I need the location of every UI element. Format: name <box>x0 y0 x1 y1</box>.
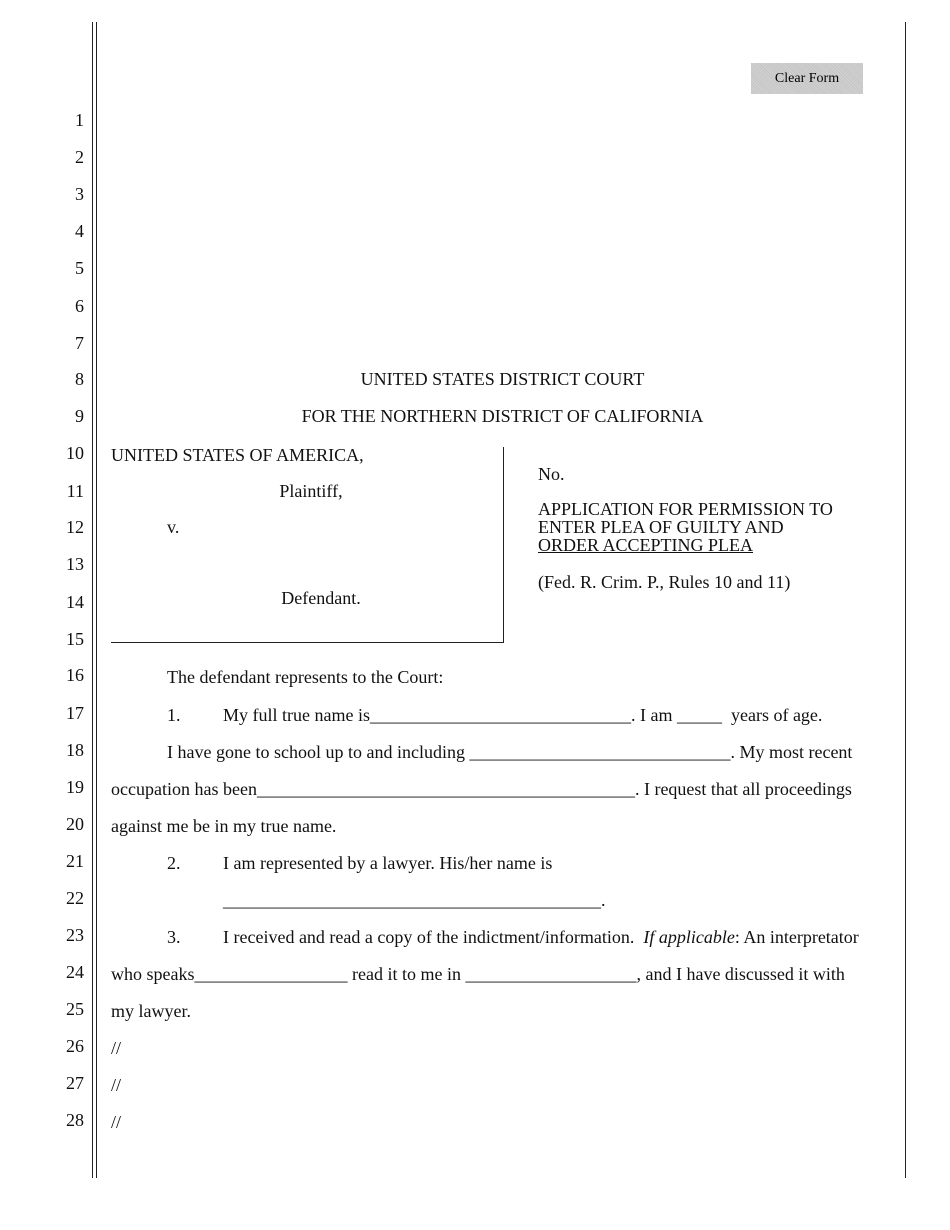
line-number: 10 <box>66 443 84 463</box>
paragraph-3-line-2 <box>111 963 845 985</box>
line-number: 18 <box>66 740 84 760</box>
left-margin-rule-inner <box>96 22 97 1178</box>
line-number: 22 <box>66 888 84 908</box>
line-number: 24 <box>66 962 84 982</box>
education-field[interactable]: _____________________________ <box>469 742 731 762</box>
left-margin-rule-outer <box>92 22 93 1178</box>
line-number: 9 <box>75 406 84 426</box>
continuation-mark: // <box>111 1112 122 1132</box>
line-number: 19 <box>66 777 84 797</box>
line-number: 1 <box>75 110 84 130</box>
document-title-line3: ORDER ACCEPTING PLEA <box>538 535 754 555</box>
continuation-mark: // <box>111 1038 122 1058</box>
paragraph-1-line-2 <box>167 741 852 763</box>
right-margin-rule <box>905 22 906 1178</box>
line-number: 15 <box>66 629 84 649</box>
text: years of age. <box>730 705 823 725</box>
rules-citation: (Fed. R. Crim. P., Rules 10 and 11) <box>538 572 791 592</box>
line-number: 6 <box>75 296 84 316</box>
continuation-mark: // <box>111 1075 122 1095</box>
paragraph-3-line-3: my lawyer. <box>111 1001 191 1021</box>
line-number: 2 <box>75 147 84 167</box>
text: occupation has been <box>111 779 257 799</box>
paragraph-number: 1. <box>167 705 181 725</box>
text: I have gone to school up to and including <box>167 742 465 762</box>
line-number: 5 <box>75 258 84 278</box>
full-name-field[interactable]: _____________________________ <box>369 705 631 725</box>
line-number: 17 <box>66 703 84 723</box>
age-field[interactable]: _____ <box>676 705 722 725</box>
line-number: 14 <box>66 592 84 612</box>
text: . I am <box>630 705 673 725</box>
document-title-line1: APPLICATION FOR PERMISSION TO <box>538 499 833 519</box>
line-number: 8 <box>75 369 84 389</box>
plaintiff-party: UNITED STATES OF AMERICA, <box>111 445 364 465</box>
line-number: 21 <box>66 851 84 871</box>
line-number: 16 <box>66 665 84 685</box>
line-number: 3 <box>75 184 84 204</box>
line-number: 28 <box>66 1110 84 1130</box>
paragraph-number: 3. <box>167 927 181 947</box>
text-italic: If applicable <box>643 927 735 947</box>
line-number: 12 <box>66 517 84 537</box>
paragraph-number: 2. <box>167 853 181 873</box>
court-district: FOR THE NORTHERN DISTRICT OF CALIFORNIA <box>301 406 704 426</box>
line-number: 23 <box>66 925 84 945</box>
text: . My most recent <box>730 742 853 762</box>
interpreter-language-field[interactable]: _________________ <box>194 964 348 984</box>
paragraph-1-line-1 <box>223 704 822 726</box>
plaintiff-label: Plaintiff, <box>279 481 343 501</box>
read-language-field[interactable]: ___________________ <box>465 964 637 984</box>
line-number: 26 <box>66 1036 84 1056</box>
document-title-line2: ENTER PLEA OF GUILTY AND <box>538 517 784 537</box>
court-name: UNITED STATES DISTRICT COURT <box>360 369 645 389</box>
line-number: 11 <box>66 481 84 501</box>
text: . <box>601 890 606 910</box>
paragraph-1-line-3 <box>111 778 852 800</box>
line-number: 13 <box>66 554 84 574</box>
clear-form-button[interactable]: Clear Form <box>751 63 863 94</box>
versus-label: v. <box>167 517 180 537</box>
line-number: 4 <box>75 221 84 241</box>
text: , and I have discussed it with <box>636 964 845 984</box>
line-number: 25 <box>66 999 84 1019</box>
caption-box <box>111 447 504 643</box>
lawyer-name-field[interactable]: __________________________________________ <box>223 890 601 910</box>
line-number: 7 <box>75 333 84 353</box>
case-number-label: No. <box>538 464 565 484</box>
intro-text: The defendant represents to the Court: <box>167 667 444 687</box>
paragraph-1-line-4: against me be in my true name. <box>111 816 337 836</box>
text: : An interpretator <box>734 927 859 947</box>
text: I received and read a copy of the indictment/information. <box>223 927 635 947</box>
line-number: 27 <box>66 1073 84 1093</box>
paragraph-2-line-2 <box>223 889 606 911</box>
defendant-label: Defendant. <box>281 588 361 608</box>
line-number: 20 <box>66 814 84 834</box>
text: My full true name is <box>223 705 370 725</box>
text: . I request that all proceedings <box>634 779 852 799</box>
paragraph-2-text: I am represented by a lawyer. His/her name is <box>223 853 553 873</box>
paragraph-3-line-1 <box>223 926 859 948</box>
text: read it to me in <box>352 964 461 984</box>
occupation-field[interactable]: __________________________________________ <box>256 779 635 799</box>
text: who speaks <box>111 964 195 984</box>
